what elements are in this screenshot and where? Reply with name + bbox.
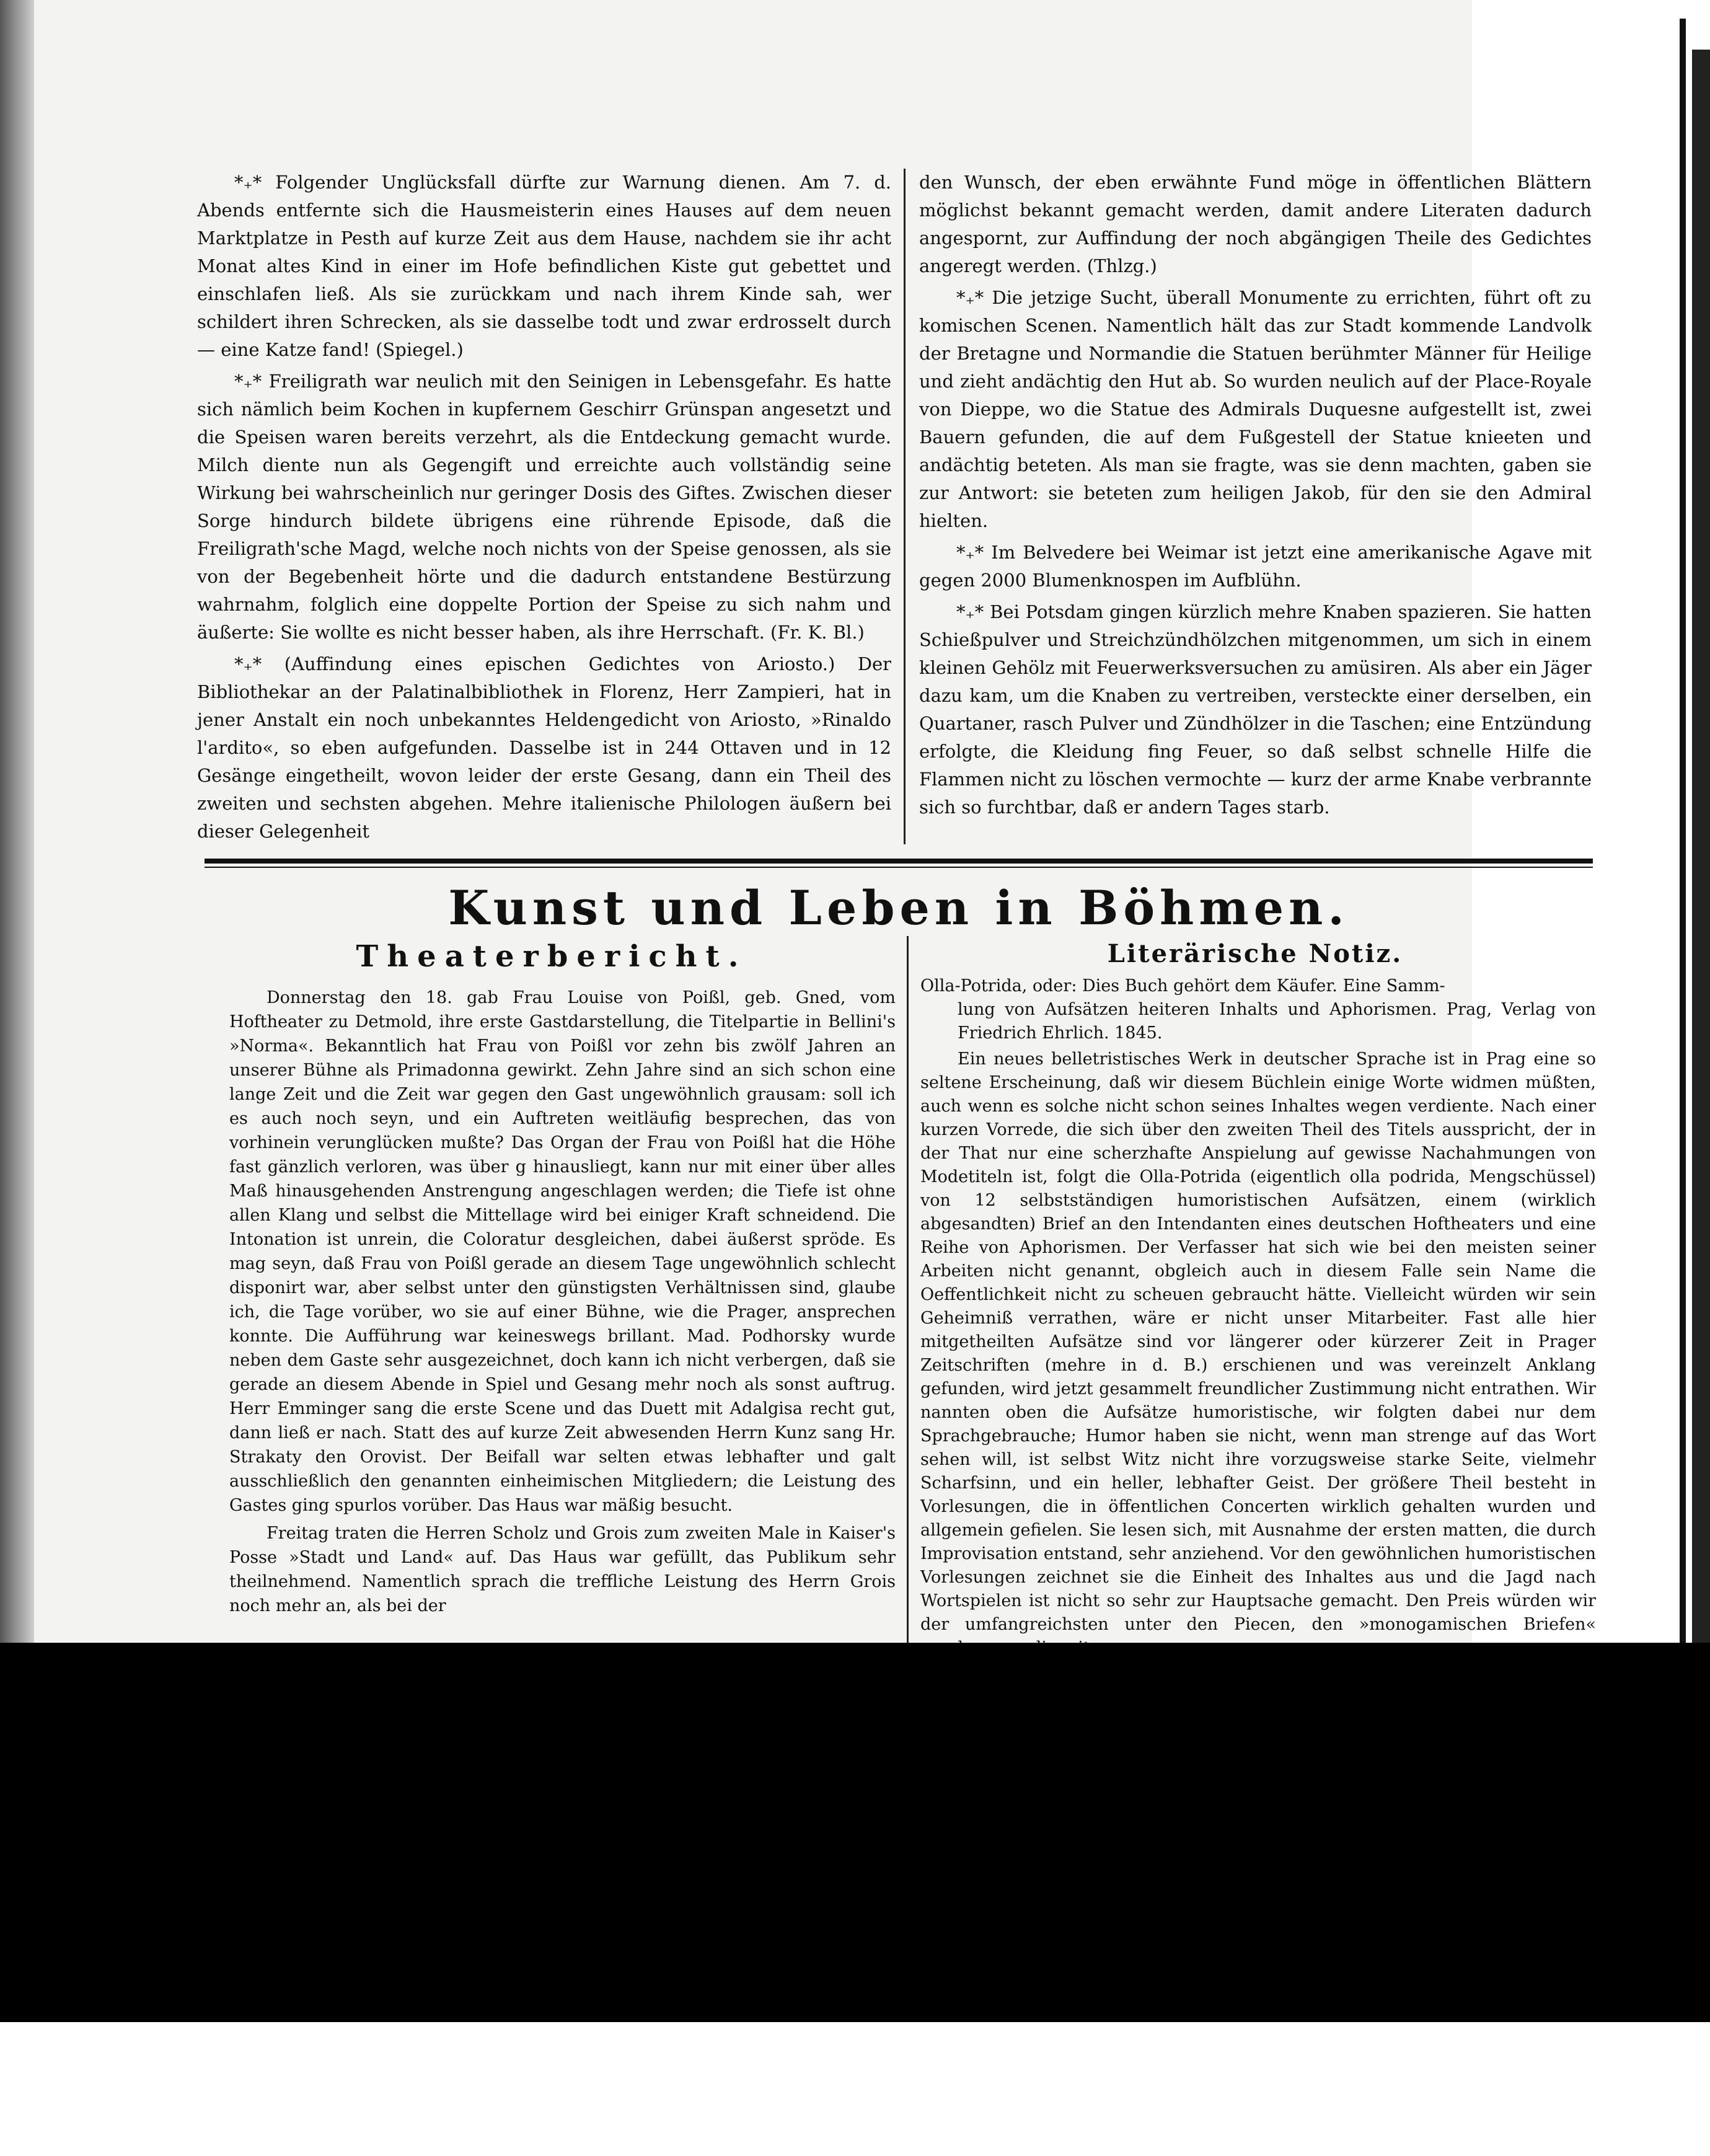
top-left-column [197,169,891,844]
section-rule-thin [205,867,1593,868]
book-title-continuation: lung von Aufsätzen heiteren Inhalts und Aphorismen. Prag, Verlag von Friedrich Ehrlich. 1845. [958,1000,1596,1043]
news-item-paragraph: *₊* Die jetzige Sucht, überall Monumente zu errichten, führt oft zu komischen Scenen. Namentlich hält das zur Stadt kommende Landvolk der Bretagne und Normandie die Statuen berühmter Männer für Heilige und zieht andächtig den Hut ab. So wurden neulich auf der Place-Royale von Dieppe, wo die Statue des Admirals Duquesne aufgestellt ist, zwei Bauern gefunden, die auf dem Fußgestell der Statue knieeten und andächtig beteten. Als man sie fragte, was sie denn machten, gaben sie zur Antwort: sie beteten zum heiligen Jakob, für den sie den Admiral hielten. [919,287,1592,531]
book-spine-shadow [0,0,34,1643]
theater-report-column [229,986,896,1643]
literary-notice-column [920,974,1596,1643]
scan-black-band [0,1643,1710,2022]
review-paragraph: Ein neues belletristisches Werk in deutscher Sprache ist in Prag eine so seltene Erscheinung, daß wir diesem Büchlein einige Worte widmen müßten, auch wenn es solche nicht schon seines Inhaltes wegen verdiente. Nach einer kurzen Vorrede, die sich über den zweiten Theil des Titels ausspricht, der in der That nur eine scherzhafte Anspielung auf gewisse Nachahmungen von Modetiteln ist, folgt die Olla-Potrida (eigentlich olla podrida, Mengschüssel) von 12 selbstständigen humoristischen Aufsätzen, einem (wirklich abgesandten) Brief an den Intendanten eines deutschen Hoftheaters und eine Reihe von Aphorismen. Der Verfasser hat sich wie bei den meisten seiner Arbeiten nicht genannt, obgleich auch in diesem Falle sein Name die Oeffentlichkeit nicht zu scheuen gebraucht hätte. Vielleicht würden wir sein Geheimniß verrathen, wäre er nicht unser Mitarbeiter. Fast alle hier mitgetheilten Aufsätze sind vor längerer oder kürzerer Zeit in Prager Zeitschriften (mehre in d. B.) erschienen und was vereinzelt Anklang gefunden, wird jetzt gesammelt freundlicher Zustimmung nicht entrathen. Wir nannten oben die Aufsätze humoristische, wir folgten dabei nur dem Sprachgebrauche; Humor haben sie nicht, wenn man strenge auf das Wort sehen will, ist selbst Witz nicht ihre vorzugsweise starke Seite, vielmehr Scharfsinn, und ein heller, lebhafter Geist. Der größere Theil besteht in Vorlesungen, die in öffentlichen Concerten wirklich gehalten wurden und allgemein gefielen. Sie lesen sich, mit Ausnahme der ersten matten, die durch Improvisation entstand, sehr anziehend. Vor den gewöhnlichen humoristischen Vorlesungen zeichnet sie die Einheit des Inhaltes aus und die Jagd nach Wortspielen ist nicht so sehr zur Hauptsache gemacht. Den Preis würden wir der umfangreichsten unter den Piecen, den »monogamischen Briefen« [920,1049,1596,1634]
top-right-column [919,169,1592,844]
column-divider [907,936,909,1643]
news-item-paragraph: *₊* Bei Potsdam gingen kürzlich mehre Knaben spazieren. Sie hatten Schießpulver und Streichzündhölzchen mitgenommen, um sich in einem kleinen Gehölz mit Feuerwerksversuchen zu amüsiren. Als aber ein Jäger dazu kam, um die Knaben zu vertreiben, versteckte einer derselben, ein Quartaner, rasch Pulver und Zündhölzer in die Taschen; eine Entzündung erfolgte, die Kleidung fing Feuer, so daß selbst schnelle Hilfe die Flammen nicht zu löschen vermochte — kurz der arme Knabe verbrannte sich so furchtbar, daß er andern Tages starb. [919,601,1592,818]
news-item-paragraph: *₊* Freiligrath war neulich mit den Seinigen in Lebensgefahr. Es hatte sich nämlich beim Kochen in kupfernem Geschirr Grünspan angesetzt und die Speisen waren bereits verzehrt, als die Entdeckung gemacht wurde. Milch diente nun als Gegengift und erreichte auch vollständig seine Wirkung bei wahrscheinlich nur geringer Dosis des Giftes. Zwischen dieser Sorge hindurch bildete übrigens eine rührende Episode, daß die Freiligrath'sche Magd, welche noch nichts von der Speise genossen, als sie von der Begebenheit hörte und die dadurch entstandene Bestürzung wahrnahm, folglich eine doppelte Portion der Speise zu sich nahm und äußerte: Sie wollte es nicht besser haben, als ihre Herrschaft. (Fr. K. Bl.) [197,371,891,643]
column-divider [904,169,906,844]
news-item-paragraph: *₊* Im Belvedere bei Weimar ist jetzt eine amerikanische Agave mit gegen 2000 Blumenknospen im Aufblühn. [919,542,1592,591]
theater-paragraph: Freitag traten die Herren Scholz und Grois zum zweiten Male in Kaiser's Posse »Stadt und Land« auf. Das Haus war gefüllt, das Publikum sehr theilnehmend. Namentlich sprach die treffliche Leistung des Herrn Grois noch mehr an, als bei der [229,1524,896,1615]
adjacent-page-edge-dark [1692,50,1710,1643]
news-item-paragraph: den Wunsch, der eben erwähnte Fund möge in öffentlichen Blättern möglichst bekannt gemacht werden, damit andere Literaten dadurch angespornt, zur Auffindung der noch abgängigen Theile des Gedichtes angeregt werden. (Thlzg.) [919,172,1592,276]
theater-paragraph: Donnerstag den 18. gab Frau Louise von Poißl, geb. Gned, vom Hoftheater zu Detmold, ihre erste Gastdarstellung, die Titelpartie in Bellini's »Norma«. Bekanntlich hat Frau von Poißl vor zehn bis zwölf Jahren an unserer Bühne als Primadonna gewirkt. Zehn Jahre sind an sich schon eine lange Zeit und die Zeit war gegen den Gast ungewöhnlich grausam: soll ich es auch noch seyn, und ein Auftreten weitläufig besprechen, das von vorhinein verunglücken mußte? Das Organ der Frau von Poißl hat die Höhe fast gänzlich verloren, was über g hinausliegt, kann nur mit einer über alles Maß hinausgehenden Anstrengung angeschlagen werden; die Tiefe ist ohne allen Klang und selbst die Mittellage wird bei einiger Kraft schneidend. Die Intonation ist unrein, die Coloratur desgleichen, dabei äußerst spröde. Es mag seyn, daß Frau von Poißl gerade an diesem Tage ungewöhnlich schlecht disponirt war, aber selbst unter den günstigsten Verhältnissen sind, glaube ich, die Tage vorüber, wo sie auf einer Bühne, wie die Prager, ansprechen konnte. Die Aufführung war keineswegs brillant. Mad. Podhorsky wurde neben dem Gaste sehr ausgezeichnet, doch kann ich nicht verbergen, daß sie gerade an diesem Abende in Spiel und Gesang mehr noch als sonst auftrug. Herr Emminger sang die erste Scene und das Duett mit Adalgisa recht gut, dann ließ er nach. Statt des auf kurze Zeit abwesenden Herrn Kunz sang Hr. Strakaty den Orovist. Der Beifall war selten etwas lebhafter und galt ausschließlich den genannten einheimischen Mitgliedern; die Leistung des Gastes ging spurlos vorüber. Das Haus war mäßig besucht. [229,988,896,1515]
section-title: Kunst und Leben in Böhmen. [448,880,1349,935]
news-item-paragraph: *₊* (Auffindung eines epischen Gedichtes von Ariosto.) Der Bibliothekar an der Palatinalbibliothek in Florenz, Herr Zampieri, hat in jener Anstalt ein noch unbekanntes Heldengedicht von Ariosto, »Rinaldo l'ardito«, so eben aufgefunden. Dasselbe ist in 244 Ottaven und in 12 Gesänge eingetheilt, wovon leider der erste Gesang, dann ein Theil des zweiten und sechsten abgehen. Mehre italienische Philologen äußern bei dieser Gelegenheit [197,653,891,842]
section-rule-thick [205,859,1593,864]
book-title: Olla-Potrida, oder: Dies Buch gehört dem Käufer. Eine Samm- [920,976,1445,996]
news-item-paragraph: *₊* Folgender Unglücksfall dürfte zur Warnung dienen. Am 7. d. Abends entfernte sich die Hausmeisterin eines Hauses auf dem neuen Marktplatze in Pesth auf kurze Zeit aus dem Hause, nachdem sie ihr acht Monat altes Kind in einer im Hofe befindlichen Kiste gut gebettet und einschlafen ließ. Als sie zurückkam und nach ihrem Kinde sah, wer schildert ihren Schrecken, als sie dasselbe todt und zwar erdrosselt durch — eine Katze fand! (Spiegel.) [197,172,891,360]
theater-report-heading: Theaterbericht. [356,939,747,974]
adjacent-page-edge [1680,19,1686,1643]
literary-notice-heading: Literärische Notiz. [1107,939,1403,968]
